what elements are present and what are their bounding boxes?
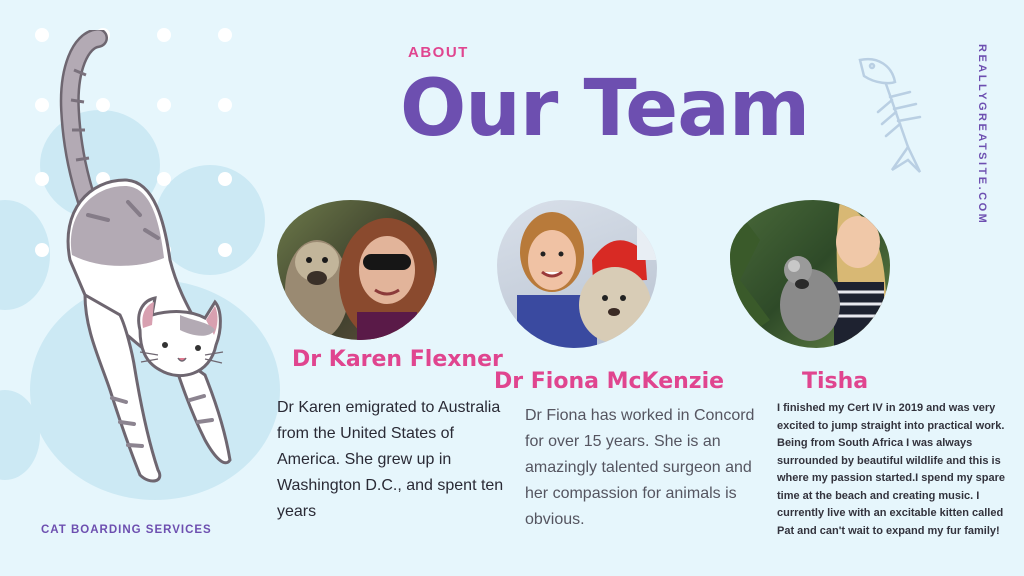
- page-title: Our Team: [400, 64, 810, 154]
- team-member-bio: [777, 400, 1017, 540]
- team-photo-tisha: [730, 200, 890, 348]
- team-member-name: Dr Karen Flexner: [292, 347, 503, 372]
- cat-illustration: [40, 30, 255, 500]
- team-member-bio: Dr Karen emigrated to Australia from the United States of America. She grew up in Washington D.C., and spent ten years: [277, 399, 504, 520]
- fish-bone-icon: [850, 52, 935, 177]
- photo-scene: [277, 200, 437, 340]
- team-photo-karen: [277, 200, 437, 340]
- company-tagline: CAT BOARDING SERVICES: [41, 524, 212, 536]
- team-member-name: Dr Fiona McKenzie: [494, 369, 725, 394]
- team-member-bio: Dr Fiona has worked in Concord for over 15 years. She is an amazingly talented surgeon and her compassion for animals is obvious.: [525, 407, 755, 528]
- photo-scene: [730, 200, 890, 348]
- bio-paragraph: Being from South Africa I was always surrounded by beautiful wildlife and this is where my passion started.I spend my spare time at the beach and creating music. I currently live with an excitable kitten called Pat and can't wait to expand my fur family!: [777, 437, 1006, 537]
- team-member-name: Tisha: [802, 369, 869, 394]
- photo-scene: [497, 200, 657, 348]
- bio-paragraph: I finished my Cert IV in 2019 and was very excited to jump straight into practical work.: [777, 402, 1005, 432]
- team-photo-fiona: [497, 200, 657, 348]
- website-link[interactable]: REALLYGREATSITE.COM: [976, 44, 988, 226]
- section-eyebrow: ABOUT: [408, 44, 469, 61]
